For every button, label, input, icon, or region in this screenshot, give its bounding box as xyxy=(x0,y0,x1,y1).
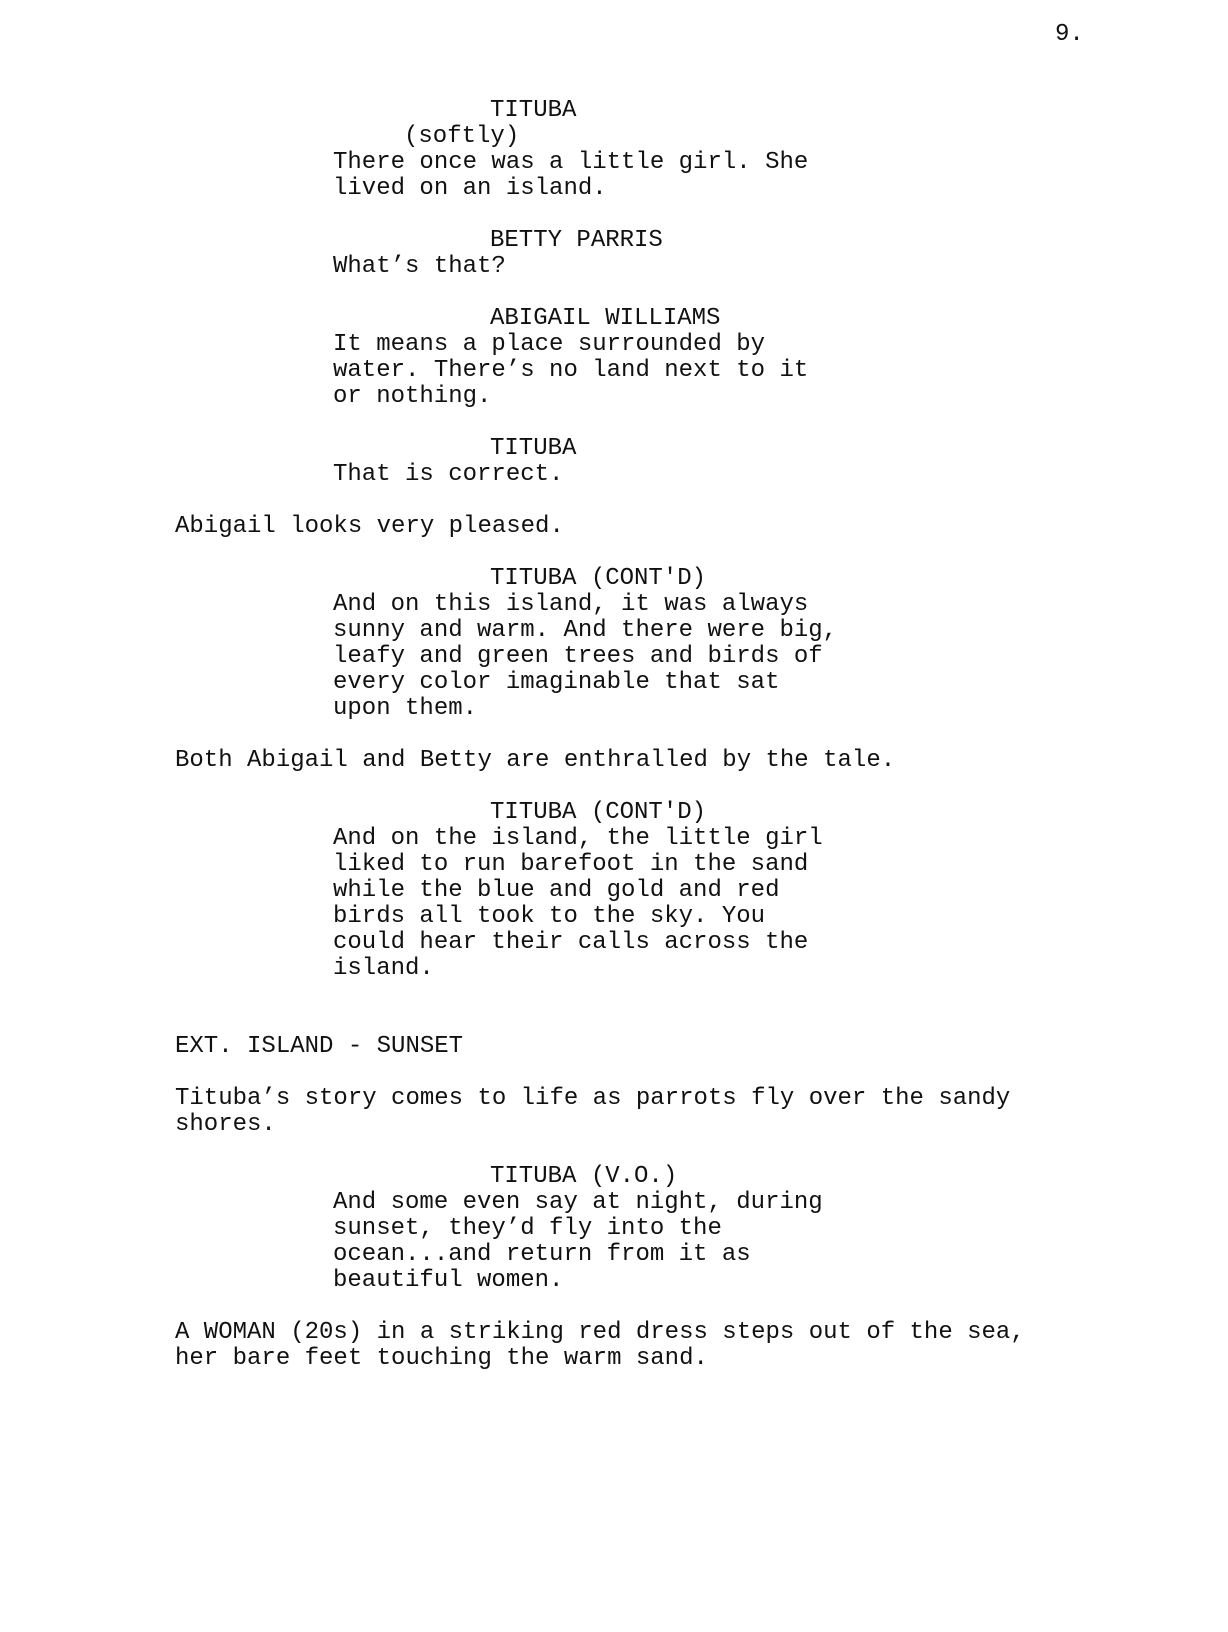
dialogue-line: And some even say at night, during xyxy=(333,1189,823,1216)
dialogue-line: And on this island, it was always xyxy=(333,591,809,618)
action-line: Both Abigail and Betty are enthralled by the tale. xyxy=(175,747,896,774)
dialogue-line: There once was a little girl. She xyxy=(333,149,809,176)
action-line: Tituba’s story comes to life as parrots fly over the sandy xyxy=(175,1085,1011,1112)
dialogue-line: What’s that? xyxy=(333,253,506,280)
action-line: Abigail looks very pleased. xyxy=(175,513,564,540)
character-name: TITUBA xyxy=(490,435,577,462)
dialogue-line: beautiful women. xyxy=(333,1267,564,1294)
dialogue-line: sunset, they’d fly into the xyxy=(333,1215,722,1242)
character-name: TITUBA (CONT'D) xyxy=(490,565,707,592)
dialogue-line: upon them. xyxy=(333,695,478,722)
action-line: shores. xyxy=(175,1111,276,1138)
character-name: TITUBA (V.O.) xyxy=(490,1163,678,1190)
action-line: her bare feet touching the warm sand. xyxy=(175,1345,708,1372)
dialogue-line: sunny and warm. And there were big, xyxy=(333,617,838,644)
dialogue-line: lived on an island. xyxy=(333,175,607,202)
action-line: A WOMAN (20s) in a striking red dress steps out of the sea, xyxy=(175,1319,1025,1346)
dialogue-line: liked to run barefoot in the sand xyxy=(333,851,809,878)
character-name: TITUBA xyxy=(490,97,577,124)
dialogue-line: water. There’s no land next to it xyxy=(333,357,809,384)
dialogue-line: ocean...and return from it as xyxy=(333,1241,751,1268)
page-number: 9. xyxy=(1055,21,1084,48)
dialogue-line: every color imaginable that sat xyxy=(333,669,780,696)
scene-heading: EXT. ISLAND - SUNSET xyxy=(175,1033,464,1060)
character-name: BETTY PARRIS xyxy=(490,227,663,254)
dialogue-line: could hear their calls across the xyxy=(333,929,809,956)
dialogue-line: or nothing. xyxy=(333,383,492,410)
dialogue-line: It means a place surrounded by xyxy=(333,331,766,358)
dialogue-line: leafy and green trees and birds of xyxy=(333,643,823,670)
parenthetical: (softly) xyxy=(404,123,520,150)
dialogue-line: And on the island, the little girl xyxy=(333,825,823,852)
dialogue-line: while the blue and gold and red xyxy=(333,877,780,904)
character-name: TITUBA (CONT'D) xyxy=(490,799,707,826)
character-name: ABIGAIL WILLIAMS xyxy=(490,305,721,332)
dialogue-line: island. xyxy=(333,955,434,982)
dialogue-line: birds all took to the sky. You xyxy=(333,903,766,930)
dialogue-line: That is correct. xyxy=(333,461,564,488)
